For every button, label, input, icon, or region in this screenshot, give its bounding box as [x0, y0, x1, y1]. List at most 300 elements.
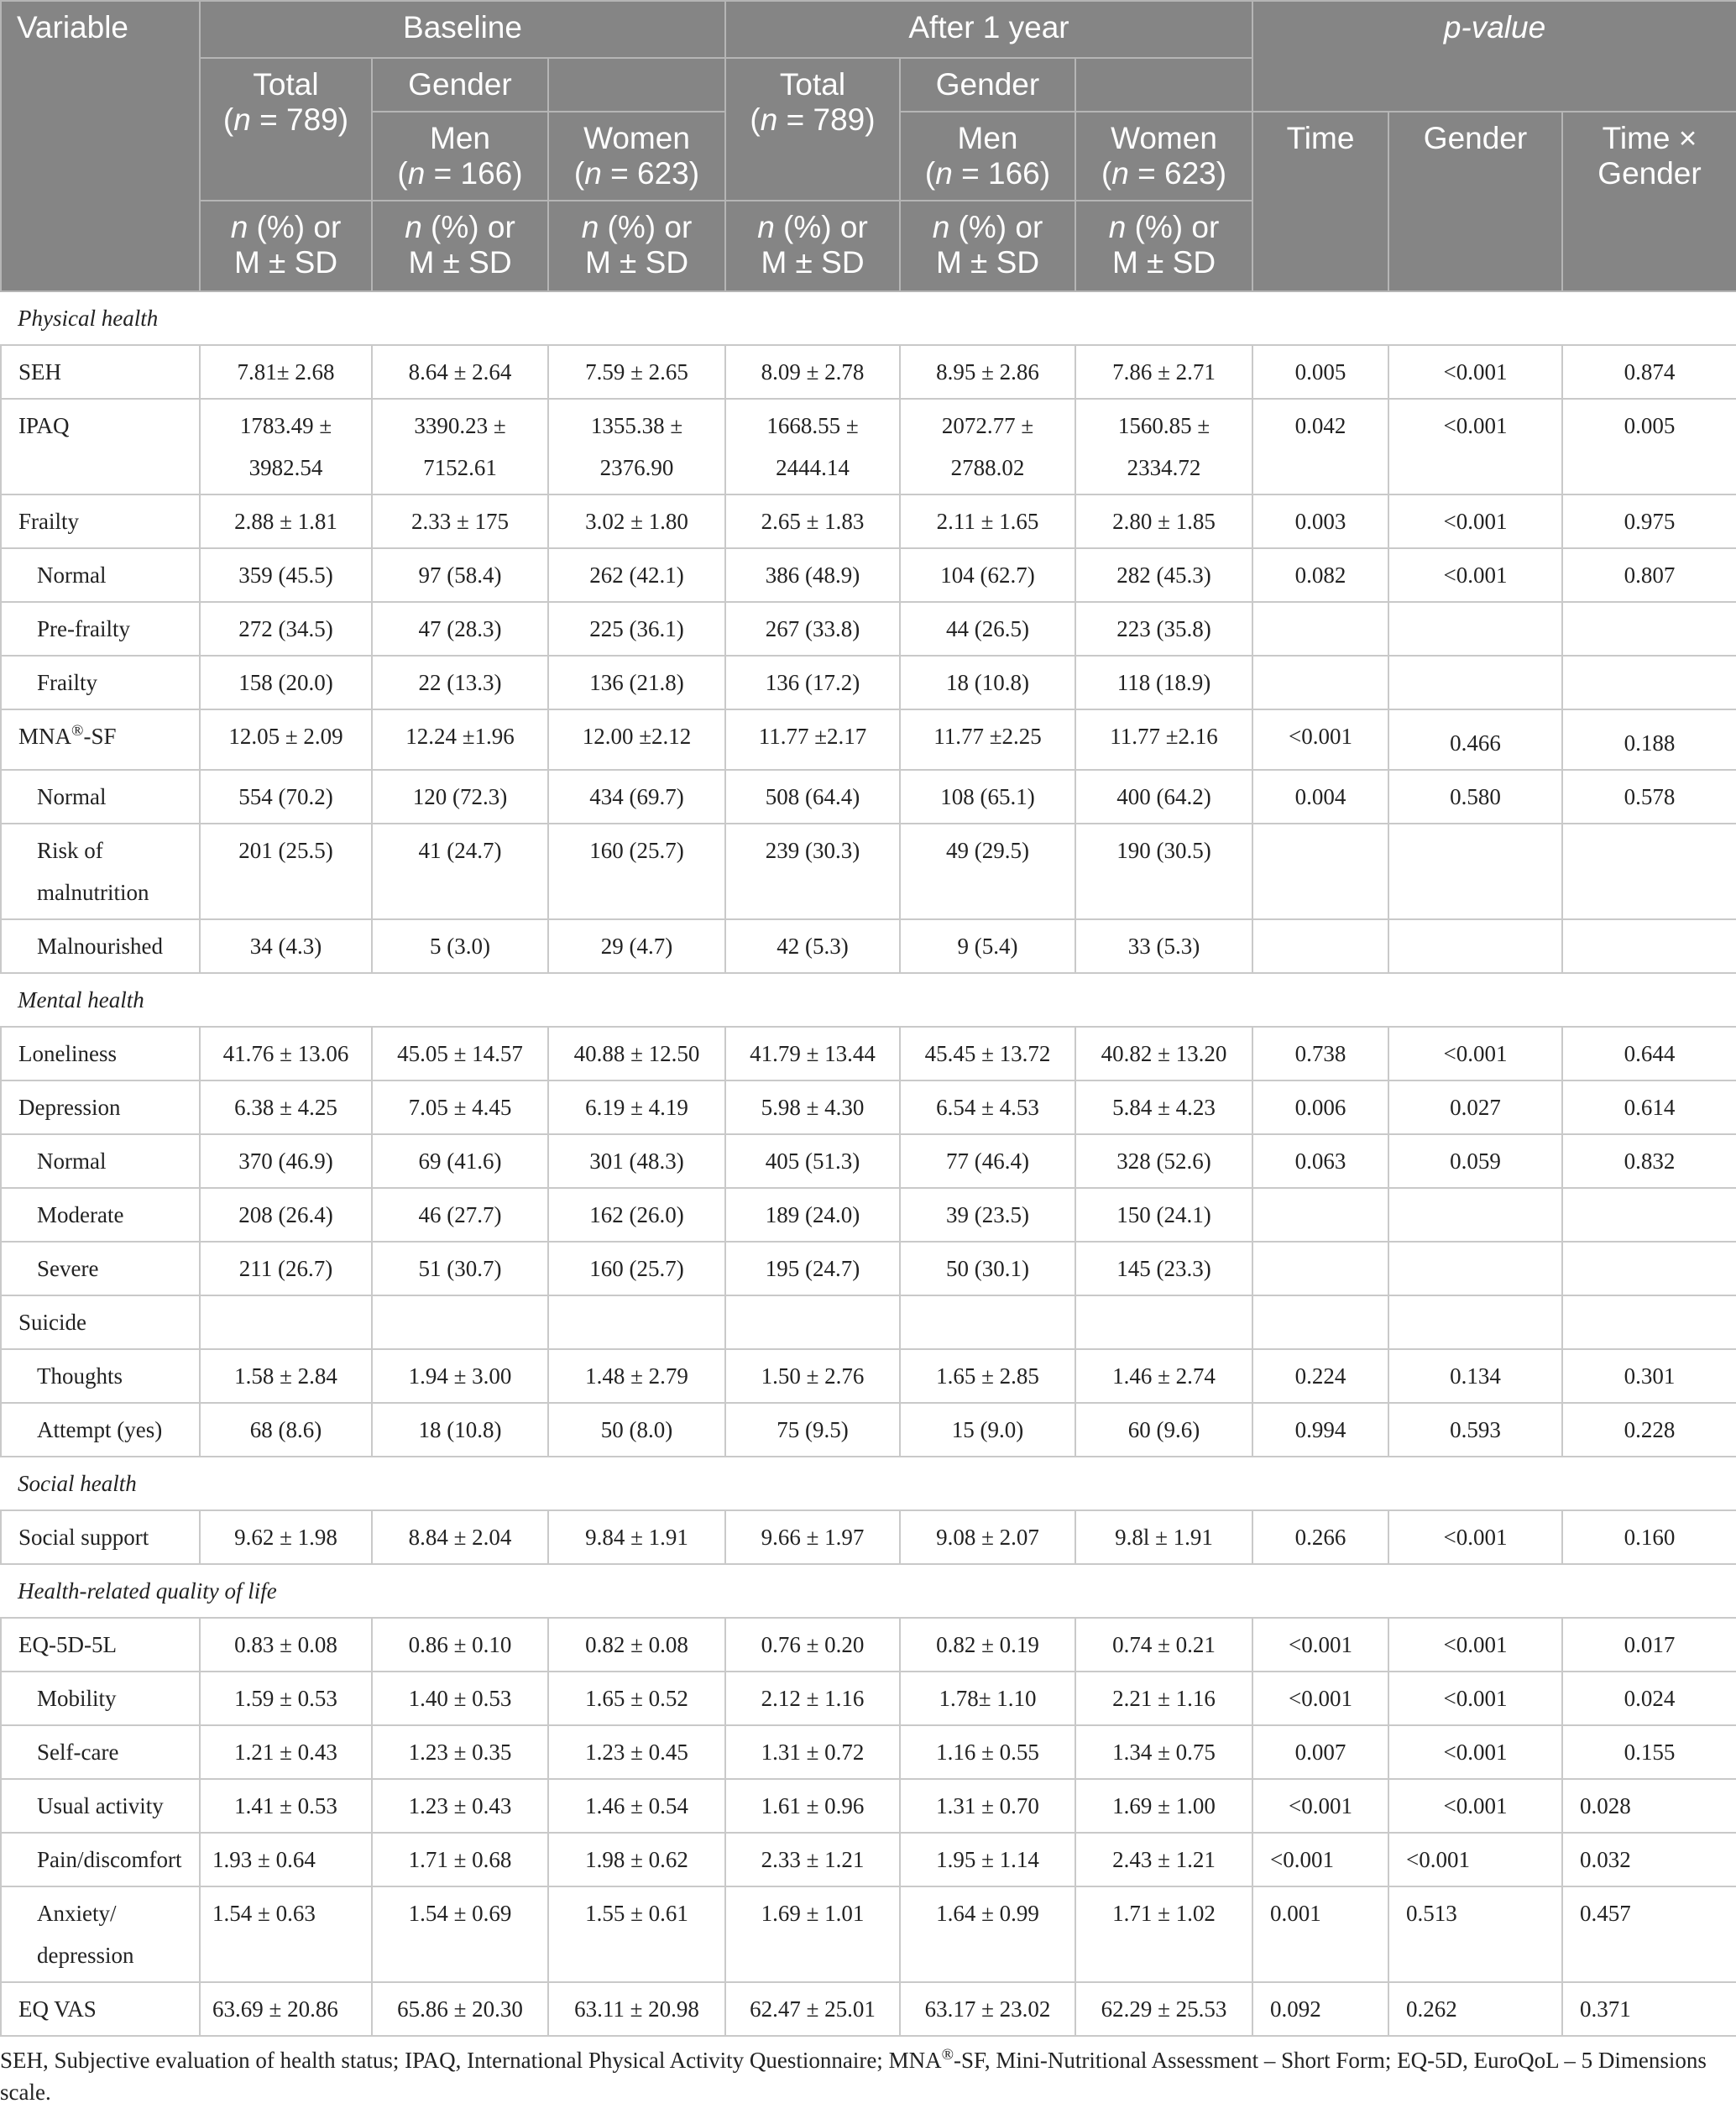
table-row [1, 1349, 1736, 1403]
table-cell: 63.11 ± 20.98 [548, 1982, 725, 2036]
table-cell: 0.614 [1562, 1080, 1736, 1134]
table-cell: 2.33 ± 1.21 [725, 1833, 900, 1886]
header-total-label: Total [779, 67, 846, 102]
header-time-x-gender [1562, 112, 1736, 291]
table-cell [1562, 602, 1736, 656]
table-cell: 12.24 ±1.96 [372, 709, 548, 770]
table-cell: 0.017 [1562, 1618, 1736, 1672]
table-row [1, 1886, 1736, 1982]
table-row [1, 824, 1736, 919]
table-cell: 0.059 [1388, 1134, 1562, 1188]
row-label: Attempt (yes) [1, 1403, 200, 1457]
table-cell: 1.54 ± 0.69 [372, 1886, 548, 1982]
section-label: Physical health [1, 291, 1736, 345]
table-cell: <0.001 [1388, 1833, 1562, 1886]
table-cell: 554 (70.2) [200, 770, 372, 824]
table-cell: 0.188 [1562, 709, 1736, 770]
row-label-text: MNA [18, 724, 72, 749]
table-cell: 1.54 ± 0.63 [200, 1886, 372, 1982]
table-cell: 0.644 [1562, 1027, 1736, 1080]
header-after-women [1075, 112, 1252, 201]
section-label: Health-related quality of life [1, 1564, 1736, 1618]
table-cell: 6.38 ± 4.25 [200, 1080, 372, 1134]
table-cell: 1.23 ± 0.43 [372, 1779, 548, 1833]
header-txg-line2: Gender [1597, 156, 1702, 191]
table-cell: 2.80 ± 1.85 [1075, 494, 1252, 548]
table-row [1, 1295, 1736, 1349]
header-after-men [900, 112, 1075, 201]
table-cell: 201 (25.5) [200, 824, 372, 919]
table-cell [1562, 656, 1736, 709]
table-cell: 0.224 [1252, 1349, 1388, 1403]
table-cell: 7.59 ± 2.65 [548, 345, 725, 399]
row-label: Depression [1, 1080, 200, 1134]
table-row [1, 345, 1736, 399]
table-cell: 1.71 ± 1.02 [1075, 1886, 1252, 1982]
table-cell: 0.82 ± 0.08 [548, 1618, 725, 1672]
table-cell: 208 (26.4) [200, 1188, 372, 1242]
table-cell: 65.86 ± 20.30 [372, 1982, 548, 2036]
table-row [1, 1242, 1736, 1295]
table-cell: 434 (69.7) [548, 770, 725, 824]
table-row [1, 1188, 1736, 1242]
table-cell: 3390.23 ± 7152.61 [372, 399, 548, 494]
table-cell: 386 (48.9) [725, 548, 900, 602]
table-cell: 7.86 ± 2.71 [1075, 345, 1252, 399]
table-row [1, 1833, 1736, 1886]
table-cell: 5 (3.0) [372, 919, 548, 973]
table-row [1, 548, 1736, 602]
table-cell: 0.975 [1562, 494, 1736, 548]
table-cell: <0.001 [1388, 1725, 1562, 1779]
header-txg-line1: Time × [1602, 121, 1697, 155]
table-cell: 1.23 ± 0.35 [372, 1725, 548, 1779]
table-cell: 8.84 ± 2.04 [372, 1510, 548, 1564]
table-cell: 62.47 ± 25.01 [725, 1982, 900, 2036]
table-cell: 2072.77 ± 2788.02 [900, 399, 1075, 494]
table-cell: 50 (8.0) [548, 1403, 725, 1457]
row-label: Frailty [1, 494, 200, 548]
table-cell: 0.134 [1388, 1349, 1562, 1403]
table-cell: 189 (24.0) [725, 1188, 900, 1242]
table-cell: 2.33 ± 175 [372, 494, 548, 548]
table-cell: <0.001 [1252, 1672, 1388, 1725]
header-gender-p: Gender [1388, 112, 1562, 291]
table-cell: 0.371 [1562, 1982, 1736, 2036]
table-cell [725, 1295, 900, 1349]
table-cell: 108 (65.1) [900, 770, 1075, 824]
footnote [0, 2044, 1712, 2108]
header-stat-line2: M ± SD [761, 245, 865, 280]
table-cell: <0.001 [1388, 399, 1562, 494]
row-label: Moderate [1, 1188, 200, 1242]
footnote-part2: -SF, Mini-Nutritional Assessment – Short Form; EQ-5D, EuroQoL – 5 Dimensions scale. [0, 2048, 1707, 2105]
table-cell: 359 (45.5) [200, 548, 372, 602]
table-cell [1562, 1188, 1736, 1242]
table-cell: 370 (46.9) [200, 1134, 372, 1188]
table-cell: 282 (45.3) [1075, 548, 1252, 602]
table-row [1, 709, 1736, 770]
table-cell: 104 (62.7) [900, 548, 1075, 602]
table-cell: 1.31 ± 0.72 [725, 1725, 900, 1779]
table-cell: 77 (46.4) [900, 1134, 1075, 1188]
table-cell: 262 (42.1) [548, 548, 725, 602]
table-row [1, 656, 1736, 709]
table-cell: 18 (10.8) [900, 656, 1075, 709]
table-cell: 9.8l ± 1.91 [1075, 1510, 1252, 1564]
table-cell: 239 (30.3) [725, 824, 900, 919]
table-cell: 0.042 [1252, 399, 1388, 494]
table-cell: 223 (35.8) [1075, 602, 1252, 656]
table-cell: 6.19 ± 4.19 [548, 1080, 725, 1134]
table-cell [1252, 1295, 1388, 1349]
table-cell: <0.001 [1388, 1027, 1562, 1080]
table-cell: 33 (5.3) [1075, 919, 1252, 973]
header-men-label: Men [957, 121, 1018, 155]
table-cell: 15 (9.0) [900, 1403, 1075, 1457]
header-variable: Variable [1, 1, 200, 291]
row-label: Pre-frailty [1, 602, 200, 656]
header-stat-line2: M ± SD [408, 245, 512, 280]
header-women-n: (n = 623) [573, 156, 700, 191]
table-cell: 51 (30.7) [372, 1242, 548, 1295]
table-cell: 47 (28.3) [372, 602, 548, 656]
section-row [1, 1564, 1736, 1618]
row-label: Suicide [1, 1295, 200, 1349]
header-stat-line2: M ± SD [584, 245, 689, 280]
row-label: EQ-5D-5L [1, 1618, 200, 1672]
table-row [1, 1982, 1736, 2036]
table-cell [1562, 919, 1736, 973]
table-cell: 7.81± 2.68 [200, 345, 372, 399]
table-cell: 0.005 [1252, 345, 1388, 399]
table-cell [1388, 1188, 1562, 1242]
footnote-registered-mark: ® [941, 2046, 954, 2064]
table-cell [1388, 602, 1562, 656]
table-cell: 3.02 ± 1.80 [548, 494, 725, 548]
table-cell: 0.032 [1562, 1833, 1736, 1886]
header-baseline: Baseline [200, 1, 725, 58]
header-men-n: (n = 166) [924, 156, 1051, 191]
table-cell: 405 (51.3) [725, 1134, 900, 1188]
table-cell [548, 1295, 725, 1349]
table-cell: 0.738 [1252, 1027, 1388, 1080]
table-cell: 2.65 ± 1.83 [725, 494, 900, 548]
row-label: Frailty [1, 656, 200, 709]
table-row [1, 1403, 1736, 1457]
row-label: Anxiety/ depression [1, 1886, 200, 1982]
table-cell: 7.05 ± 4.45 [372, 1080, 548, 1134]
table-cell: 11.77 ±2.25 [900, 709, 1075, 770]
table-cell [1562, 824, 1736, 919]
table-cell: 40.88 ± 12.50 [548, 1027, 725, 1080]
table-cell: 1.55 ± 0.61 [548, 1886, 725, 1982]
table-cell: 1.64 ± 0.99 [900, 1886, 1075, 1982]
table-cell: <0.001 [1388, 345, 1562, 399]
table-cell: 29 (4.7) [548, 919, 725, 973]
table-cell: 1.31 ± 0.70 [900, 1779, 1075, 1833]
table-cell: 0.76 ± 0.20 [725, 1618, 900, 1672]
header-after-1-year: After 1 year [725, 1, 1252, 58]
row-label: SEH [1, 345, 200, 399]
table-cell: 272 (34.5) [200, 602, 372, 656]
header-stat-line2: M ± SD [935, 245, 1040, 280]
table-cell: 1.23 ± 0.45 [548, 1725, 725, 1779]
header-men-label: Men [430, 121, 490, 155]
table-cell: 75 (9.5) [725, 1403, 900, 1457]
table-cell: 160 (25.7) [548, 824, 725, 919]
table-row [1, 770, 1736, 824]
table-cell: 49 (29.5) [900, 824, 1075, 919]
table-cell: 400 (64.2) [1075, 770, 1252, 824]
table-cell [1252, 919, 1388, 973]
table-cell: 1.78± 1.10 [900, 1672, 1075, 1725]
table-cell [1075, 1295, 1252, 1349]
table-cell: 118 (18.9) [1075, 656, 1252, 709]
table-cell [1562, 1295, 1736, 1349]
table-row [1, 1080, 1736, 1134]
table-cell: 0.063 [1252, 1134, 1388, 1188]
row-label: IPAQ [1, 399, 200, 494]
table-cell: <0.001 [1388, 1779, 1562, 1833]
table-cell: 45.45 ± 13.72 [900, 1027, 1075, 1080]
header-total-n: (n = 789) [750, 102, 876, 137]
table-cell: 195 (24.7) [725, 1242, 900, 1295]
header-after-blank [1075, 58, 1252, 112]
row-label: Pain/discomfort [1, 1833, 200, 1886]
table-cell: 46 (27.7) [372, 1188, 548, 1242]
table-cell: 34 (4.3) [200, 919, 372, 973]
row-label: Mobility [1, 1672, 200, 1725]
table-cell [1388, 919, 1562, 973]
table-cell: 69 (41.6) [372, 1134, 548, 1188]
table-cell: 45.05 ± 14.57 [372, 1027, 548, 1080]
table-cell: 120 (72.3) [372, 770, 548, 824]
table-cell: 0.003 [1252, 494, 1388, 548]
table-cell: 1.50 ± 2.76 [725, 1349, 900, 1403]
row-label: Social support [1, 1510, 200, 1564]
header-stat-cell [900, 201, 1075, 291]
table-cell: 1355.38 ± 2376.90 [548, 399, 725, 494]
table-cell: 1668.55 ± 2444.14 [725, 399, 900, 494]
table-cell: 0.005 [1562, 399, 1736, 494]
table-cell: 1.58 ± 2.84 [200, 1349, 372, 1403]
table-header [1, 1, 1736, 291]
table-cell [1388, 656, 1562, 709]
header-after-total [725, 58, 900, 201]
table-cell: 0.028 [1562, 1779, 1736, 1833]
table-cell: 0.83 ± 0.08 [200, 1618, 372, 1672]
row-label: Severe [1, 1242, 200, 1295]
table-cell: <0.001 [1252, 1779, 1388, 1833]
table-cell: <0.001 [1252, 709, 1388, 770]
section-row [1, 1457, 1736, 1510]
table-cell: <0.001 [1388, 1618, 1562, 1672]
table-row [1, 1134, 1736, 1188]
header-baseline-gender: Gender [372, 58, 548, 112]
table-row [1, 399, 1736, 494]
table-cell: 162 (26.0) [548, 1188, 725, 1242]
table-cell: 160 (25.7) [548, 1242, 725, 1295]
table-cell: 50 (30.1) [900, 1242, 1075, 1295]
table-cell: 1.95 ± 1.14 [900, 1833, 1075, 1886]
table-row [1, 919, 1736, 973]
table-cell: 8.64 ± 2.64 [372, 345, 548, 399]
table-cell: 2.11 ± 1.65 [900, 494, 1075, 548]
table-cell: 1.65 ± 2.85 [900, 1349, 1075, 1403]
table-cell: 0.262 [1388, 1982, 1562, 2036]
table-cell: 1.69 ± 1.00 [1075, 1779, 1252, 1833]
header-stat-line2: M ± SD [1111, 245, 1216, 280]
header-time: Time [1252, 112, 1388, 291]
table-body [1, 291, 1736, 2036]
table-cell: 0.155 [1562, 1725, 1736, 1779]
table-cell: <0.001 [1388, 1672, 1562, 1725]
table-cell: 42 (5.3) [725, 919, 900, 973]
table-cell: <0.001 [1252, 1833, 1388, 1886]
table-cell: <0.001 [1388, 494, 1562, 548]
row-label: Self-care [1, 1725, 200, 1779]
table-cell [1252, 656, 1388, 709]
table-cell: 190 (30.5) [1075, 824, 1252, 919]
header-stat-cell [1075, 201, 1252, 291]
table-cell: 12.00 ±2.12 [548, 709, 725, 770]
table-cell [200, 1295, 372, 1349]
table-cell [1562, 1242, 1736, 1295]
table-cell: 12.05 ± 2.09 [200, 709, 372, 770]
table-row [1, 1779, 1736, 1833]
table-cell: 1.61 ± 0.96 [725, 1779, 900, 1833]
table-cell: 1.94 ± 3.00 [372, 1349, 548, 1403]
table-cell: 97 (58.4) [372, 548, 548, 602]
table-cell: 145 (23.3) [1075, 1242, 1252, 1295]
table-cell [1388, 1295, 1562, 1349]
header-after-gender: Gender [900, 58, 1075, 112]
table-cell: 0.86 ± 0.10 [372, 1618, 548, 1672]
footnote-part1: SEH, Subjective evaluation of health status; IPAQ, International Physical Activity Questionnaire; MNA [0, 2048, 942, 2073]
table-cell [1252, 824, 1388, 919]
table-cell: 136 (21.8) [548, 656, 725, 709]
table-cell: 0.228 [1562, 1403, 1736, 1457]
table-cell: 0.513 [1388, 1886, 1562, 1982]
row-label: Normal [1, 548, 200, 602]
header-stat-line1: n (%) or [230, 210, 342, 244]
table-cell: 0.006 [1252, 1080, 1388, 1134]
row-label: Normal [1, 770, 200, 824]
table-cell: 508 (64.4) [725, 770, 900, 824]
table-cell: 0.82 ± 0.19 [900, 1618, 1075, 1672]
table-cell: 2.88 ± 1.81 [200, 494, 372, 548]
header-stat-cell [372, 201, 548, 291]
table-cell: 0.994 [1252, 1403, 1388, 1457]
table-cell [372, 1295, 548, 1349]
table-cell [1252, 1188, 1388, 1242]
table-cell: 0.024 [1562, 1672, 1736, 1725]
header-stat-line1: n (%) or [405, 210, 515, 244]
table-cell: 0.301 [1562, 1349, 1736, 1403]
table-cell: 225 (36.1) [548, 602, 725, 656]
table-cell: 0.266 [1252, 1510, 1388, 1564]
table-row [1, 494, 1736, 548]
table-cell: 1.46 ± 0.54 [548, 1779, 725, 1833]
section-label: Mental health [1, 973, 1736, 1027]
header-baseline-total [200, 58, 372, 201]
table-cell: 6.54 ± 4.53 [900, 1080, 1075, 1134]
header-stat-line1: n (%) or [1108, 210, 1220, 244]
table-cell: 267 (33.8) [725, 602, 900, 656]
header-women-n: (n = 623) [1101, 156, 1227, 191]
table-cell: 1783.49 ± 3982.54 [200, 399, 372, 494]
table-cell: 18 (10.8) [372, 1403, 548, 1457]
table-row [1, 1510, 1736, 1564]
row-label: Thoughts [1, 1349, 200, 1403]
table-cell [900, 1295, 1075, 1349]
table-cell: 44 (26.5) [900, 602, 1075, 656]
table-cell: 0.466 [1388, 709, 1562, 770]
header-baseline-blank [548, 58, 725, 112]
table-cell: 0.832 [1562, 1134, 1736, 1188]
table-cell: 1.69 ± 1.01 [725, 1886, 900, 1982]
table-cell: 9.66 ± 1.97 [725, 1510, 900, 1564]
table-cell: 1.71 ± 0.68 [372, 1833, 548, 1886]
table-cell: 0.160 [1562, 1510, 1736, 1564]
table-cell: 0.578 [1562, 770, 1736, 824]
table-cell: 1.93 ± 0.64 [200, 1833, 372, 1886]
row-label: Malnourished [1, 919, 200, 973]
row-label: Loneliness [1, 1027, 200, 1080]
table-cell: 11.77 ±2.16 [1075, 709, 1252, 770]
table-cell: 0.593 [1388, 1403, 1562, 1457]
table-row [1, 1618, 1736, 1672]
table-cell: <0.001 [1388, 548, 1562, 602]
table-cell: 9.62 ± 1.98 [200, 1510, 372, 1564]
row-label: EQ VAS [1, 1982, 200, 2036]
table-cell [1252, 602, 1388, 656]
table-cell: 0.001 [1252, 1886, 1388, 1982]
table-cell: 1.40 ± 0.53 [372, 1672, 548, 1725]
header-women-label: Women [1111, 121, 1217, 155]
header-stat-line1: n (%) or [932, 210, 1043, 244]
table-cell: 0.007 [1252, 1725, 1388, 1779]
table-cell: 1.98 ± 0.62 [548, 1833, 725, 1886]
table-row [1, 1027, 1736, 1080]
table-cell [1388, 824, 1562, 919]
table-cell: 0.457 [1562, 1886, 1736, 1982]
table-cell: 1.46 ± 2.74 [1075, 1349, 1252, 1403]
table-cell: 1560.85 ± 2334.72 [1075, 399, 1252, 494]
table-cell: 63.69 ± 20.86 [200, 1982, 372, 2036]
table-cell: 150 (24.1) [1075, 1188, 1252, 1242]
row-label-suffix: -SF [83, 724, 117, 749]
table-cell: 5.98 ± 4.30 [725, 1080, 900, 1134]
table-cell: 0.004 [1252, 770, 1388, 824]
table-cell: 2.21 ± 1.16 [1075, 1672, 1252, 1725]
table-cell: 0.874 [1562, 345, 1736, 399]
table-cell: 301 (48.3) [548, 1134, 725, 1188]
section-row [1, 973, 1736, 1027]
header-stat-line1: n (%) or [581, 210, 693, 244]
table-cell: 41 (24.7) [372, 824, 548, 919]
table-cell: <0.001 [1252, 1618, 1388, 1672]
table-cell: 68 (8.6) [200, 1403, 372, 1457]
table-cell: 328 (52.6) [1075, 1134, 1252, 1188]
section-row [1, 291, 1736, 345]
registered-mark: ® [71, 722, 84, 740]
table-row [1, 602, 1736, 656]
header-stat-cell [548, 201, 725, 291]
table-cell: 0.580 [1388, 770, 1562, 824]
table-cell: 1.48 ± 2.79 [548, 1349, 725, 1403]
